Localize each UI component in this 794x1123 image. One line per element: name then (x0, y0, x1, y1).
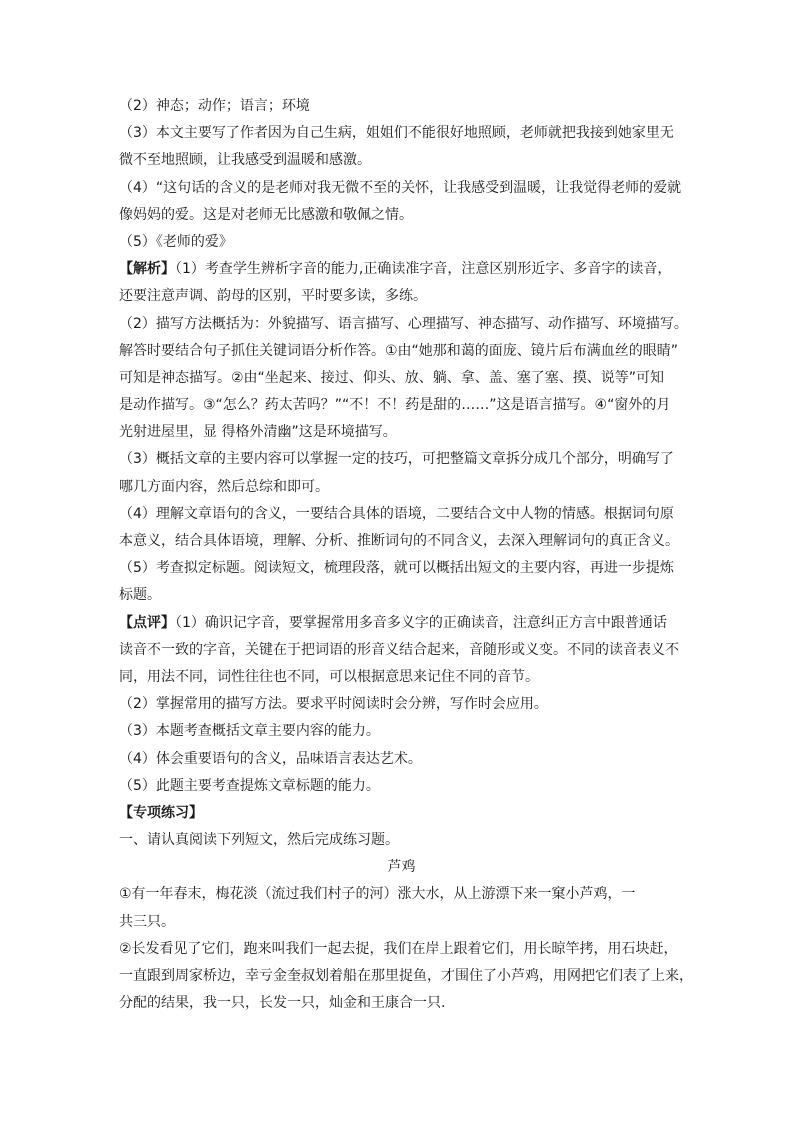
comment-line-5: （3）本题考查概括文章主要内容的能力。 (119, 723, 380, 740)
analysis-text: （1）考查学生辨析字音的能力,正确读准字音，注意区别形近字、多音字的读音， (175, 261, 672, 278)
analysis-line-2: 还要注意声调、韵母的区别，平时要多读，多练。 (119, 288, 427, 305)
comment-label: 【点评】 (119, 614, 175, 631)
passage-p2-line-2: 一直跟到周家桥边，幸亏金奎叔划着船在那里捉鱼，才围住了小芦鸡，用网把它们表了上来， (119, 968, 693, 984)
analysis-label: 【解析】 (119, 261, 175, 278)
answer-3-line-2: 微不至地照顾，让我感受到温暖和感激。 (119, 152, 371, 169)
analysis-line-12: （5）考查拟定标题。阅读短文，梳理段落，就可以概括出短文的主要内容，再进一步提炼 (119, 560, 674, 577)
passage-p1-line-1: ①有一年春末，梅花淡（流过我们村子的河）涨大水，从上游漂下来一窠小芦鸡，一 (119, 886, 636, 903)
analysis-line-9: 哪几方面内容，然后总综和即可。 (119, 478, 329, 495)
analysis-line-13: 标题。 (119, 587, 161, 604)
passage-title: 芦鸡 (387, 859, 416, 876)
comment-text: （1）确识记字音，要掌握常用多音多义字的正确读音，注意纠正方言中跟普通话 (175, 614, 667, 631)
comment-line-7: （5）此题主要考查提炼文章标题的能力。 (119, 777, 380, 794)
analysis-line-7: 光射进屋里，显 得格外清幽”这是环境描写。 (119, 424, 397, 441)
analysis-line-3: （2）描写方法概括为：外貌描写、语言描写、心理描写、神态描写、动作描写、环境描写。 (119, 315, 688, 332)
answer-5: （5）《老师的爱》 (119, 233, 233, 250)
answer-2: （2）神态；动作；语言；环境 (119, 98, 310, 114)
passage-p2-line-1: ②长发看见了它们，跑来叫我们一起去捉，我们在岸上跟着它们，用长晾竿拷，用石块赶， (119, 940, 678, 957)
answer-3-line-1: （3）本文主要写了作者因为自己生病，姐姐们不能很好地照顾，老师就把我接到她家里无 (119, 125, 674, 142)
analysis-line-10: （4）理解文章语句的含义，一要结合具体的语境，二要结合文中人物的情感。根据词句原 (119, 505, 674, 522)
comment-line-2: 读音不一致的字音，关键在于把词语的形音义结合起来，音随形或义变。不同的读音表义不 (119, 641, 679, 658)
section-heading: 【专项练习】 (119, 804, 203, 821)
analysis-line-4: 解答时要结合句子抓住关键词语分析作答。①由“她那和蔼的面庞、镜片后布满血丝的眼睛” (119, 342, 679, 359)
answer-4-line-1: （4）“这句话的含义的是老师对我无微不至的关怀，让我感受到温暖，让我觉得老师的爱就 (119, 179, 682, 196)
comment-line-4: （2）掌握常用的描写方法。要求平时阅读时会分辨，写作时会应用。 (119, 696, 548, 713)
analysis-line-8: （3）概括文章的主要内容可以掌握一定的技巧，可把整篇文章拆分成几个部分，明确写了 (119, 451, 674, 468)
exercise-instruction: 一、请认真阅读下列短文，然后完成练习题。 (119, 832, 399, 849)
passage-p2-line-3: 分配的结果，我一只，长发一只，灿金和王康合一只. (119, 995, 446, 1012)
analysis-line-1 (119, 256, 684, 283)
comment-line-3: 同，用法不同，词性往往也不同，可以根据意思来记住不同的音节。 (119, 668, 539, 685)
analysis-line-5: 可知是神态描写。②由“坐起来、接过、仰头、放、躺、拿、盖、塞了塞、摸、说等”可知 (119, 369, 665, 386)
analysis-line-11: 本意义，结合具体语境，理解、分析、推断词句的不同含义，去深入理解词句的真正含义。 (119, 533, 679, 549)
document-page (119, 93, 693, 1017)
analysis-line-6: 是动作描写。③“怎么？药太苦吗？”“不！不！药是甜的……”这是语言描写。④“窗外的月 (119, 397, 671, 414)
comment-line-1 (119, 610, 684, 637)
answer-4-line-2: 像妈妈的爱。这是对老师无比感激和敬佩之情。 (119, 206, 413, 223)
passage-p1-line-2: 共三只。 (119, 913, 175, 930)
comment-line-6: （4）体会重要语句的含义，品味语言表达艺术。 (119, 750, 422, 767)
